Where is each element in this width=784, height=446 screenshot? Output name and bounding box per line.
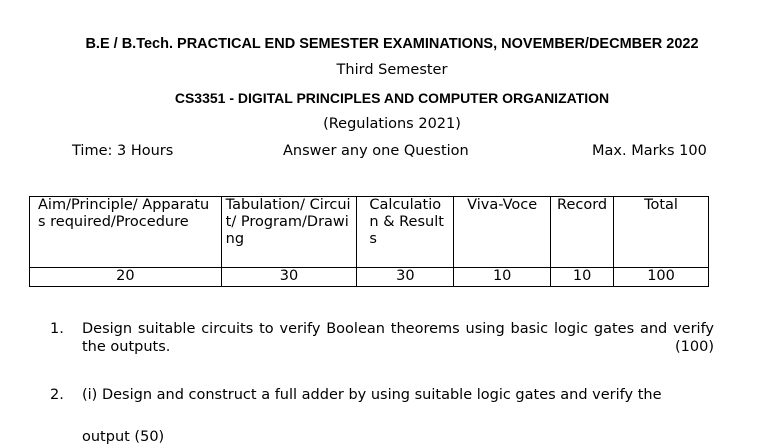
table-header-cell (551, 197, 614, 268)
marks-tabulation: 30 (221, 268, 357, 287)
question-number: 1. (50, 321, 64, 337)
regulations: (Regulations 2021) (323, 116, 461, 132)
question-marks: (100) (675, 339, 714, 355)
marks-table (29, 196, 709, 287)
table-header-cell (221, 197, 357, 268)
question-text: (i) Design and construct a full adder by using suitable logic gates and verify the (82, 387, 662, 403)
course-title: CS3351 - DIGITAL PRINCIPLES AND COMPUTER ORGANIZATION (174, 90, 610, 106)
max-marks: Max. Marks 100 (592, 143, 707, 159)
semester: Third Semester (336, 62, 448, 78)
exam-duration: Time: 3 Hours (72, 143, 174, 159)
table-header-cell (454, 197, 551, 268)
header-aim: Aim/Principle/ Apparatus required/Procedure (38, 197, 210, 230)
table-header-row (30, 197, 709, 268)
question-number: 2. (50, 387, 64, 403)
marks-aim: 20 (30, 268, 222, 287)
header-record: Record (557, 197, 608, 213)
table-header-cell (357, 197, 454, 268)
table-header-cell (30, 197, 222, 268)
question-2 (0, 386, 784, 445)
marks-calculation: 30 (357, 268, 454, 287)
exam-instruction: Answer any one Question (283, 143, 469, 159)
header-calculation: Calculation & Results (369, 197, 444, 247)
question-text-block (82, 320, 714, 356)
header-viva: Viva-Voce (467, 197, 538, 213)
exam-title: B.E / B.Tech. PRACTICAL END SEMESTER EXAMINATIONS, NOVEMBER/DECMBER 2022 (85, 36, 699, 52)
question-continuation: output (50) (82, 429, 165, 445)
header-tabulation: Tabulation/ Circuit/ Program/Drawing (225, 197, 351, 247)
question-1 (0, 320, 784, 360)
header-total: Total (644, 197, 678, 213)
question-text: Design suitable circuits to verify Boolean theorems using basic logic gates and verify the outputs. (82, 321, 714, 355)
marks-total: 100 (614, 268, 709, 287)
marks-viva: 10 (454, 268, 551, 287)
table-row (30, 268, 709, 287)
marks-record: 10 (551, 268, 614, 287)
table-header-cell (614, 197, 709, 268)
